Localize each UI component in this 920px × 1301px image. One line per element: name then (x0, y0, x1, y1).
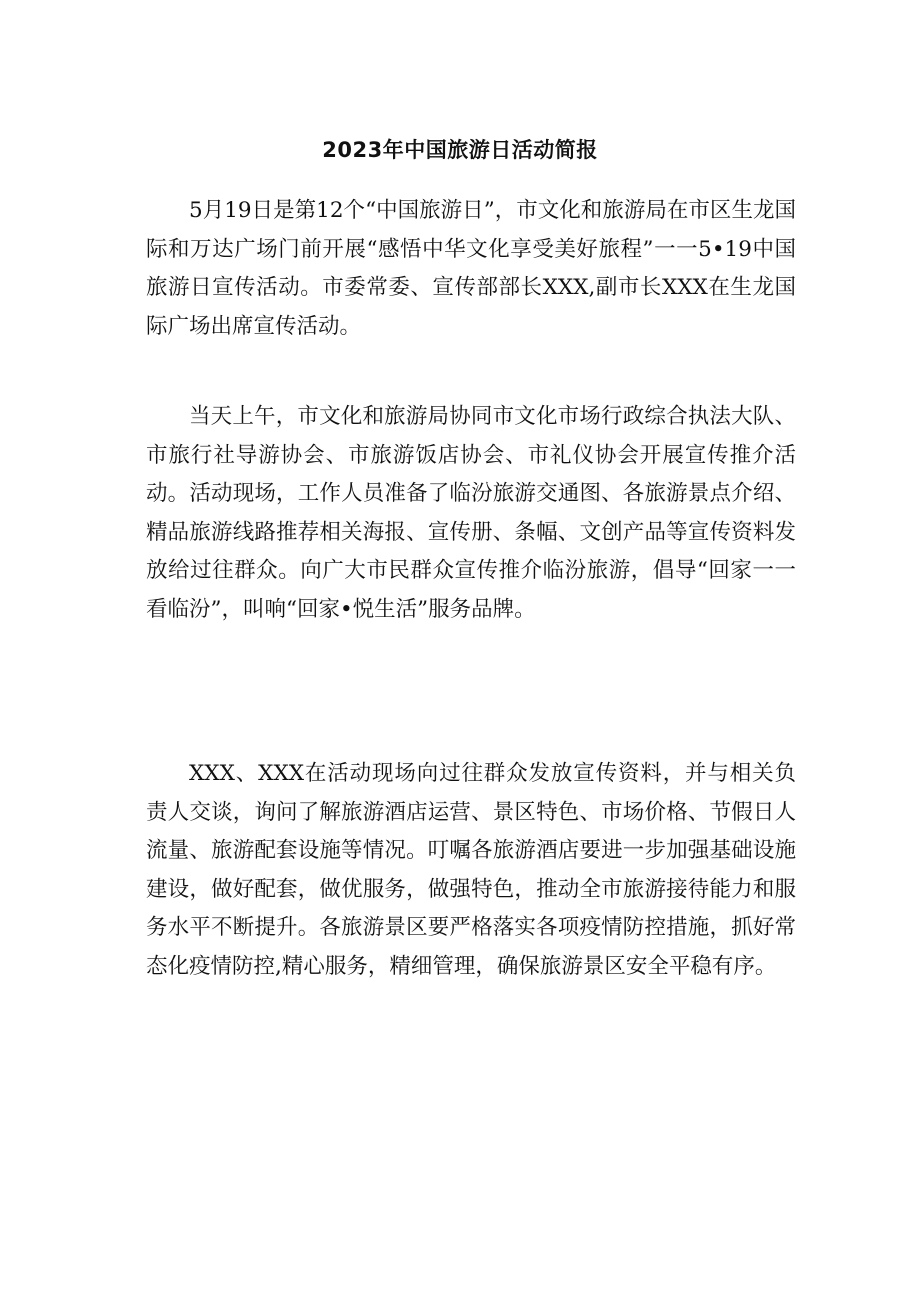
paragraph-2: 当天上午，市文化和旅游局协同市文化市场行政综合执法大队、市旅行社导游协会、市旅游饭店协会、市礼仪协会开展宣传推介活动。活动现场，工作人员准备了临汾旅游交通图、各旅游景点介绍、精品旅游线路推荐相关海报、宣传册、条幅、文创产品等宣传资料发放给过往群众。向广大市民群众宣传推介临汾旅游，倡导“回家一一看临汾”，叫响“回家•悦生活”服务品牌。 (146, 404, 796, 622)
paragraph-1: 5月19日是第12个“中国旅游日”，市文化和旅游局在市区生龙国际和万达广场门前开展“感悟中华文化享受美好旅程”一一5•19中国旅游日宣传活动。市委常委、宣传部部长XXX,副市长XXX在生龙国际广场出席宣传活动。 (146, 198, 796, 339)
document-title: 2023年中国旅游日活动简报 (322, 138, 598, 162)
paragraph-3: XXX、XXX在活动现场向过往群众发放宣传资料，并与相关负责人交谈，询问了解旅游酒店运营、景区特色、市场价格、节假日人流量、旅游配套设施等情况。叮嘱各旅游酒店要进一步加强基础设施建设，做好配套，做优服务，做强特色，推动全市旅游接待能力和服务水平不断提升。各旅游景区要严格落实各项疫情防控措施，抓好常态化疫情防控,精心服务，精细管理，确保旅游景区安全平稳有序。 (146, 761, 796, 979)
